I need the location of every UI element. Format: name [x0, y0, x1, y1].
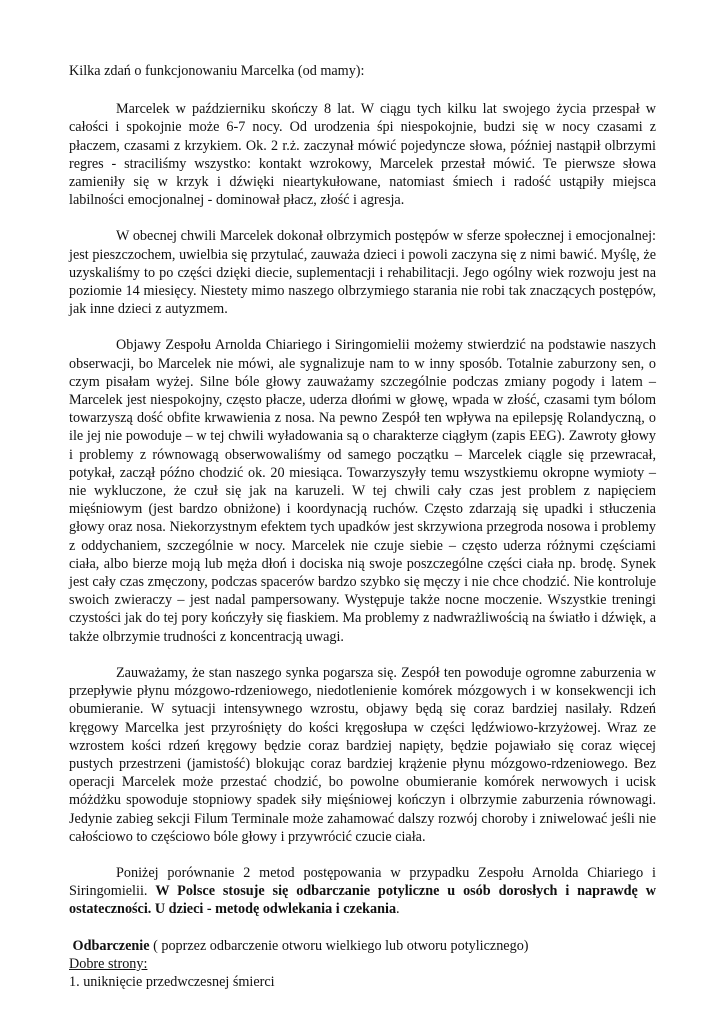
document-page [69, 62, 656, 991]
comparison-intro: Poniżej porównanie 2 metod postępowania w przypadku Zespołu Arnolda Chiariego i Siringomielii. [69, 864, 656, 900]
list-item: 1. uniknięcie przedwczesnej śmierci [69, 973, 275, 990]
paragraph-4: Zauważamy, że stan naszego synka pogarsza się. Zespół ten powoduje ogromne zaburzenia w przepływie płynu mózgowo-rdzeniowego, niedotlenienie komórek mózgowych i w konsekwencji ich obumieranie. W sytuacji intensywnego wzrostu, objawy będą się coraz bardziej nasilały. Rdzeń kręgowy Marcelka jest przyrośnięty do kości kręgosłupa w części lędźwiowo-krzyżowej. Wraz ze wzrostem kości rdzeń kręgowy będzie coraz bardziej napięty, będzie pojawiało się coraz więcej pustych przestrzeni (jamistość) blokując coraz bardziej krążenie płynu mózgowo-rdzeniowego. Bez operacji Marcelek może przestać chodzić, bo powolne obumieranie komórek nerwowych i ucisk móżdżku spowoduje stopniowy spadek siły mięśniowej kończyn i olbrzymie zaburzenia równowagi. Jedynie zabieg sekcji Filum Terminale może zahamować dalszy rozwój choroby i zniwelować jeśli nie całościowo to częściowo bóle głowy i przywrócić czucie ciała. [69, 664, 656, 845]
document-title: Kilka zdań o funkcjonowaniu Marcelka (od mamy): [69, 63, 365, 79]
section-odbarczenie [69, 937, 656, 992]
paragraph-comparison [69, 864, 656, 919]
paragraph-1: Marcelek w październiku skończy 8 lat. W ciągu tych kilku lat swojego życia przespał w całości i spokojnie może 6-7 nocy. Od urodzenia śpi niespokojnie, budzi się w nocy czasami z płaczem, czasami z krzykiem. Ok. 2 r.ż. zaczynał mówić pojedyncze słowa, później nastąpił olbrzymi regres - straciliśmy wszystko: kontakt wzrokowy, Marcelek przestał mówić. Te pierwsze słowa zamieniły się w krzyk i dźwięki nieartykułowane, natomiast śmiech i radość ustąpiły miejsca labilności emocjonalnej - dominował płacz, złość i agresja. [69, 101, 656, 209]
comparison-end: . [396, 901, 400, 918]
section-heading: Odbarczenie [72, 937, 150, 954]
paragraph-2: W obecnej chwili Marcelek dokonał olbrzymich postępów w sferze społecznej i emocjonalnej: jest pieszczochem, uwielbia się przytulać, zauważa dzieci i powoli zaczyna się z nimi bawić. Myślę, że uzyskaliśmy to po części dzięki diecie, suplementacji i rehabilitacji. Jego ogólny wiek rozwoju jest na poziomie 14 miesięcy. Niestety mimo naszego olbrzymiego starania nie robi tak znaczących postępów, jak inne dzieci z autyzmem. [69, 228, 656, 318]
comparison-bold: W Polsce stosuje się odbarczanie potyliczne u osób dorosłych i naprawdę w ostateczności. U dzieci - metodę odwlekania i czekania [69, 883, 656, 918]
section-heading-line [69, 937, 656, 955]
section-subheading: Dobre strony: [69, 955, 148, 972]
paragraph-3: Objawy Zespołu Arnolda Chiariego i Siringomielii możemy stwierdzić na podstawie naszych obserwacji, bo Marcelek nie mówi, ale sygnalizuje nam to w inny sposób. Totalnie zaburzony sen, o czym pisałam wyżej. Silne bóle głowy zauważamy szczególnie podczas zmiany pogody i latem – Marcelek jest niespokojny, często płacze, uderza dłońmi w głowę, wpada w złość, czasami tym bólom towarzyszą dość obfite krwawienia z nosa. Na pewno Zespół ten wpływa na epilepsję Rolandyczną, o ile jej nie powoduje – w tej chwili wyładowania są o charakterze ciągłym (zapis EEG). Zawroty głowy i problemy z równowagą obserwowaliśmy od samego początku – Marcelek ciągle się przewracał, potykał, zaczął późno chodzić ok. 20 miesiąca. Towarzyszyły temu wszystkiemu okropne wymioty – nie wykluczone, że czuł się jak na karuzeli. W tej chwili cały czas jest problem z napięciem mięśniowym (jest bardzo obniżone) i koordynacją ruchów. Często zdarzają się upadki i stłuczenia głowy oraz nosa. Niekorzystnym efektem tych upadków jest skrzywiona przegroda nosowa i problemy z oddychaniem, szczególnie w nocy. Marcelek nie czuje siebie – często uderza różnymi częściami ciała, albo bierze moją lub męża dłoń i dociska nią swoje poszczególne części ciała np. brodę. Synek jest cały czas zmęczony, podczas spacerów bardzo szybko się męczy i nie chce chodzić. Nie kontroluje swoich zwieraczy – jest nadal pampersowany. Występuje także nocne moczenie. Wszystkie treningi czystości jak do tej pory kończyły się fiaskiem. Ma problemy z nadwrażliwością na światło i dźwięk, a także olbrzymie trudności z koncentracją uwagi. [69, 337, 656, 645]
section-heading-note: ( poprzez odbarczenie otworu wielkiego lub otworu potylicznego) [149, 937, 529, 954]
